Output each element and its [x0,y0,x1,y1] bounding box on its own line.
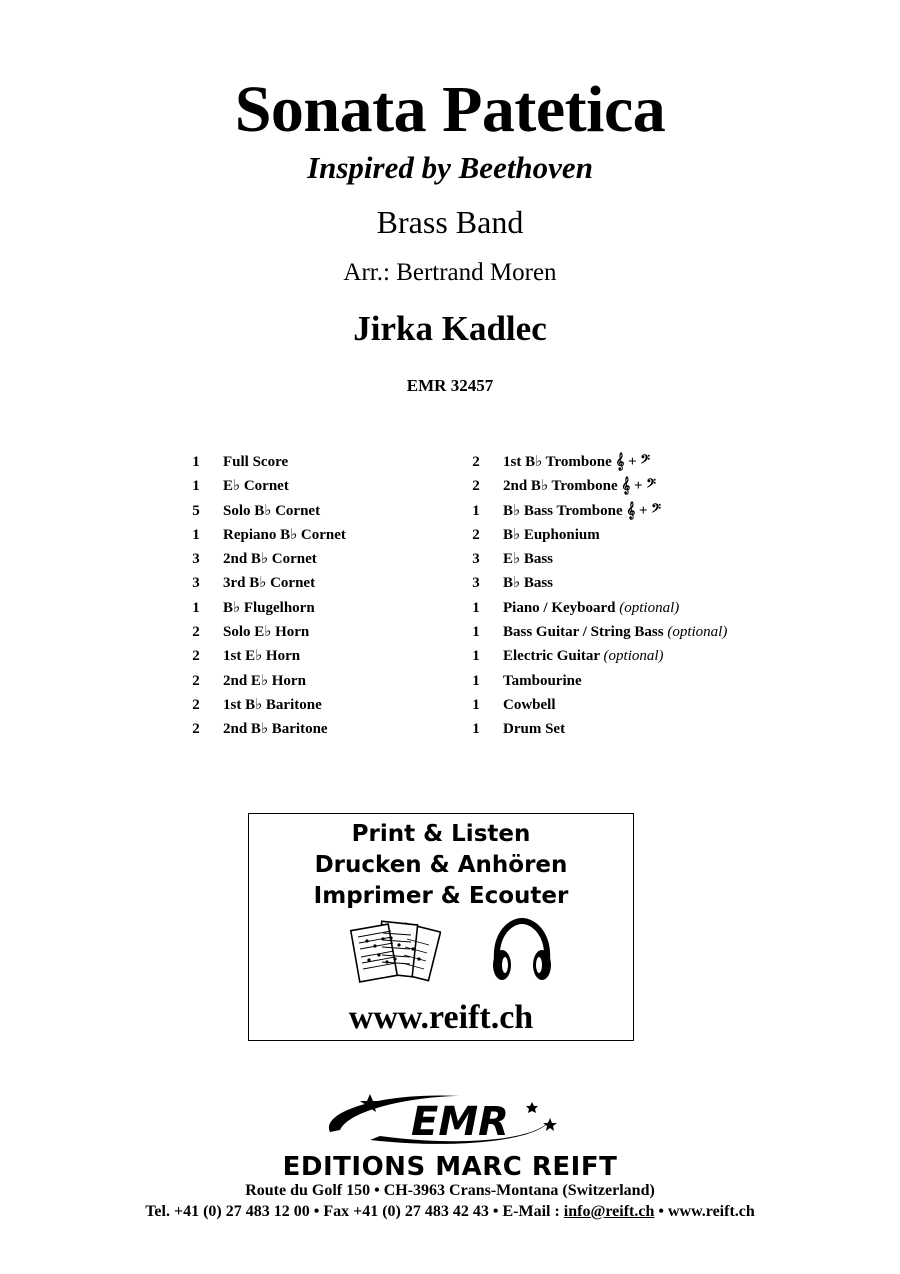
star-icon [543,1118,557,1131]
star-icon [526,1102,538,1113]
part-name [503,474,656,498]
part-row [470,644,800,668]
promo-line-english: Print & Listen [351,821,531,847]
part-name-text: B♭ Euphonium [503,526,600,543]
part-name-text: 1st B♭ Trombone 𝄞 + 𝄢 [503,454,651,470]
part-quantity: 2 [192,648,200,665]
part-row [190,669,450,693]
part-name-text: Solo B♭ Cornet [223,502,321,519]
part-name-text: Tambourine [503,672,582,689]
part-name-text: Drum Set [503,721,566,738]
part-quantity: 2 [472,478,480,495]
publisher-name: EDITIONS MARC REIFT [282,1152,618,1182]
part-quantity: 3 [472,575,480,592]
part-quantity: 1 [192,478,200,495]
part-quantity: 2 [192,696,200,713]
part-name-text: 1st B♭ Baritone [223,696,322,713]
part-row [470,693,800,717]
part-row [470,596,800,620]
part-row [470,450,800,474]
part-quantity: 3 [192,575,200,592]
part-quantity: 1 [472,502,480,519]
part-name-text: Bass Guitar / String Bass [503,624,664,641]
part-name-text: B♭ Bass Trombone 𝄞 + 𝄢 [503,502,661,519]
ensemble: Brass Band [376,204,524,240]
arranger: Arr.: Bertrand Moren [343,259,557,286]
part-quantity: 3 [472,551,480,568]
promo-url[interactable]: www.reift.ch [348,999,534,1036]
part-name [223,620,309,644]
part-quantity: 2 [472,526,480,543]
part-quantity: 1 [192,454,200,470]
part-row [470,571,800,595]
part-name [503,596,679,620]
part-name [503,450,650,474]
part-name-text: 2nd B♭ Trombone 𝄞 + 𝄢 [503,478,656,495]
part-name-text: B♭ Bass [503,575,554,592]
part-row [470,523,800,547]
part-optional-note: (optional) [619,599,680,616]
part-name [223,450,288,474]
part-name-text: Electric Guitar [503,648,600,665]
part-row [190,499,450,523]
part-row [190,717,450,741]
part-row [190,644,450,668]
part-name [503,547,553,571]
part-name-text: 2nd B♭ Cornet [223,551,317,568]
website-text: • www.reift.ch [654,1203,755,1220]
promo-line-french: Imprimer & Ecouter [313,883,569,909]
part-name [503,693,556,717]
part-name-text: Full Score [223,454,289,470]
part-row [470,547,800,571]
promo-line-german: Drucken & Anhören [314,852,568,878]
part-row [470,717,800,741]
part-optional-note: (optional) [667,624,728,641]
part-name [223,523,346,547]
page-title: Sonata Patetica [234,73,666,146]
part-name [503,499,661,523]
part-name-text: 3rd B♭ Cornet [223,575,316,592]
part-name-text: B♭ Flugelhorn [223,599,315,616]
part-name [503,620,727,644]
part-row [190,474,450,498]
catalog-number: EMR 32457 [406,376,494,395]
part-name-text: Piano / Keyboard [503,599,616,616]
part-optional-note: (optional) [603,648,664,665]
part-name [503,644,664,668]
emr-logo [310,1090,590,1150]
part-name [223,547,317,571]
part-quantity: 1 [472,648,480,665]
part-quantity: 1 [472,624,480,641]
contact-phone-fax: Tel. +41 (0) 27 483 12 00 • Fax +41 (0) 27 483 42 43 • E-Mail : [145,1203,564,1220]
part-name-text: Repiano B♭ Cornet [223,526,346,543]
part-row [190,693,450,717]
part-name [223,717,328,741]
part-name-text: E♭ Bass [503,551,554,568]
part-row [190,571,450,595]
sheet-music-icon [349,919,441,989]
email-link[interactable]: info@reift.ch [563,1203,655,1220]
part-quantity: 1 [472,672,480,689]
print-listen-box [248,813,634,1041]
part-name [503,717,565,741]
parts-list-left [190,450,450,742]
part-row [470,474,800,498]
part-quantity: 1 [192,599,200,616]
part-row [470,499,800,523]
part-row [190,620,450,644]
part-quantity: 1 [472,696,480,713]
part-name [223,571,315,595]
part-row [190,547,450,571]
publisher-contact [0,1202,900,1222]
part-name [223,474,289,498]
logo-text: EMR [411,1099,509,1145]
part-name-text: 1st E♭ Horn [223,648,301,665]
part-name-text: 2nd E♭ Horn [223,672,306,689]
part-name [223,596,315,620]
part-quantity: 2 [192,624,200,641]
part-quantity: 1 [472,599,480,616]
part-row [190,596,450,620]
subtitle: Inspired by Beethoven [307,150,593,185]
part-name [223,693,322,717]
part-quantity: 5 [192,502,200,519]
part-row [190,523,450,547]
part-quantity: 1 [192,526,200,543]
part-name-text: Solo E♭ Horn [223,624,310,641]
part-name [223,669,306,693]
part-name [503,571,553,595]
part-row [470,620,800,644]
part-name-text: 2nd B♭ Baritone [223,721,328,738]
part-quantity: 2 [472,454,480,470]
part-name [503,523,600,547]
part-name [503,669,582,693]
part-row [470,669,800,693]
part-name [223,644,300,668]
parts-list-right [470,450,800,742]
part-quantity: 2 [192,721,200,738]
publisher-address: Route du Golf 150 • CH-3963 Crans-Montana (Switzerland) [245,1182,655,1199]
part-name-text: E♭ Cornet [223,478,289,495]
part-quantity: 2 [192,672,200,689]
part-name [223,499,320,523]
part-quantity: 3 [192,551,200,568]
composer: Jirka Kadlec [353,309,547,348]
headphones-icon [489,917,555,987]
part-name-text: Cowbell [503,696,556,713]
part-row [190,450,450,474]
part-quantity: 1 [472,721,480,738]
